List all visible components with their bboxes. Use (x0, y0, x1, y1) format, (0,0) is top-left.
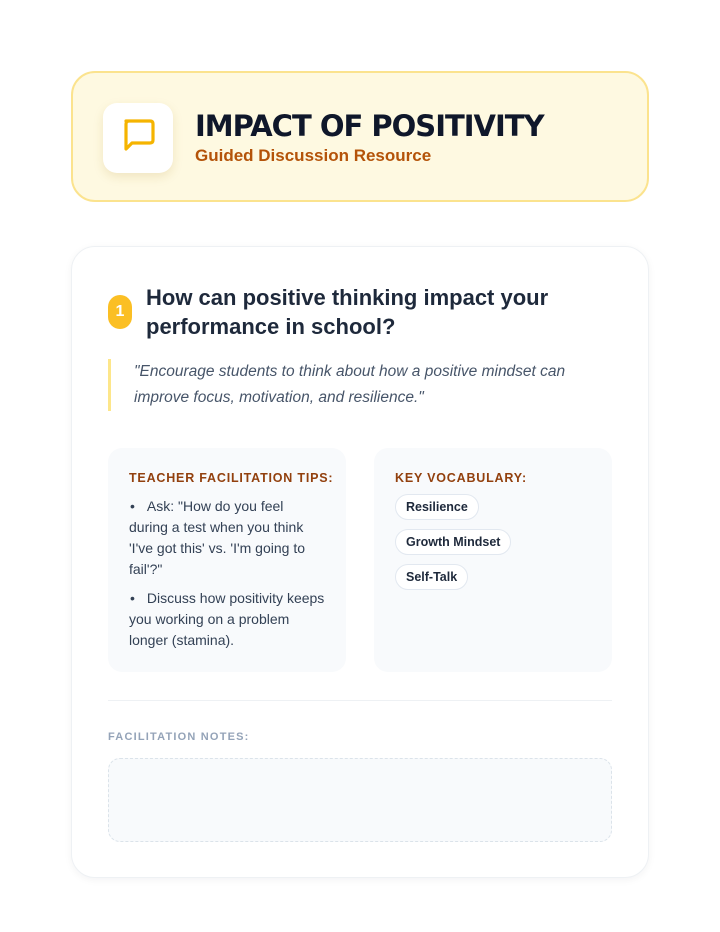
page-subtitle: Guided Discussion Resource (195, 146, 432, 165)
facilitation-tips-panel (108, 448, 346, 672)
vocab-tag-resilience: Resilience (395, 494, 479, 520)
tips-heading: TEACHER FACILITATION TIPS: (129, 471, 334, 485)
list-item: • Discuss how positivity keeps you working on a problem longer (stamina). (129, 590, 325, 648)
page-title: IMPACT OF POSITIVITY (195, 109, 544, 143)
vocab-tag-self-talk: Self-Talk (395, 564, 468, 590)
discussion-card (71, 246, 649, 878)
notes-input-area[interactable] (108, 758, 612, 842)
header-card (71, 71, 649, 202)
tips-list (129, 496, 326, 651)
vocab-tag-growth-mindset: Growth Mindset (395, 529, 511, 555)
notes-label: FACILITATION NOTES: (108, 731, 250, 743)
vocabulary-panel (374, 448, 612, 672)
question-number-badge: 1 (108, 295, 132, 329)
question-text: How can positive thinking impact your performance in school? (146, 285, 549, 339)
section-divider (108, 700, 612, 701)
vocabulary-heading: KEY VOCABULARY: (395, 471, 527, 485)
vocabulary-tags (395, 494, 592, 590)
speech-bubble-icon (118, 116, 158, 161)
list-item: • Ask: "How do you feel during a test when you think 'I've got this' vs. 'I'm going to fail'?" (129, 498, 305, 577)
guidance-quote: "Encourage students to think about how a positive mindset can improve focus, motivation, and resilience." (108, 359, 612, 411)
icon-box (103, 103, 173, 173)
